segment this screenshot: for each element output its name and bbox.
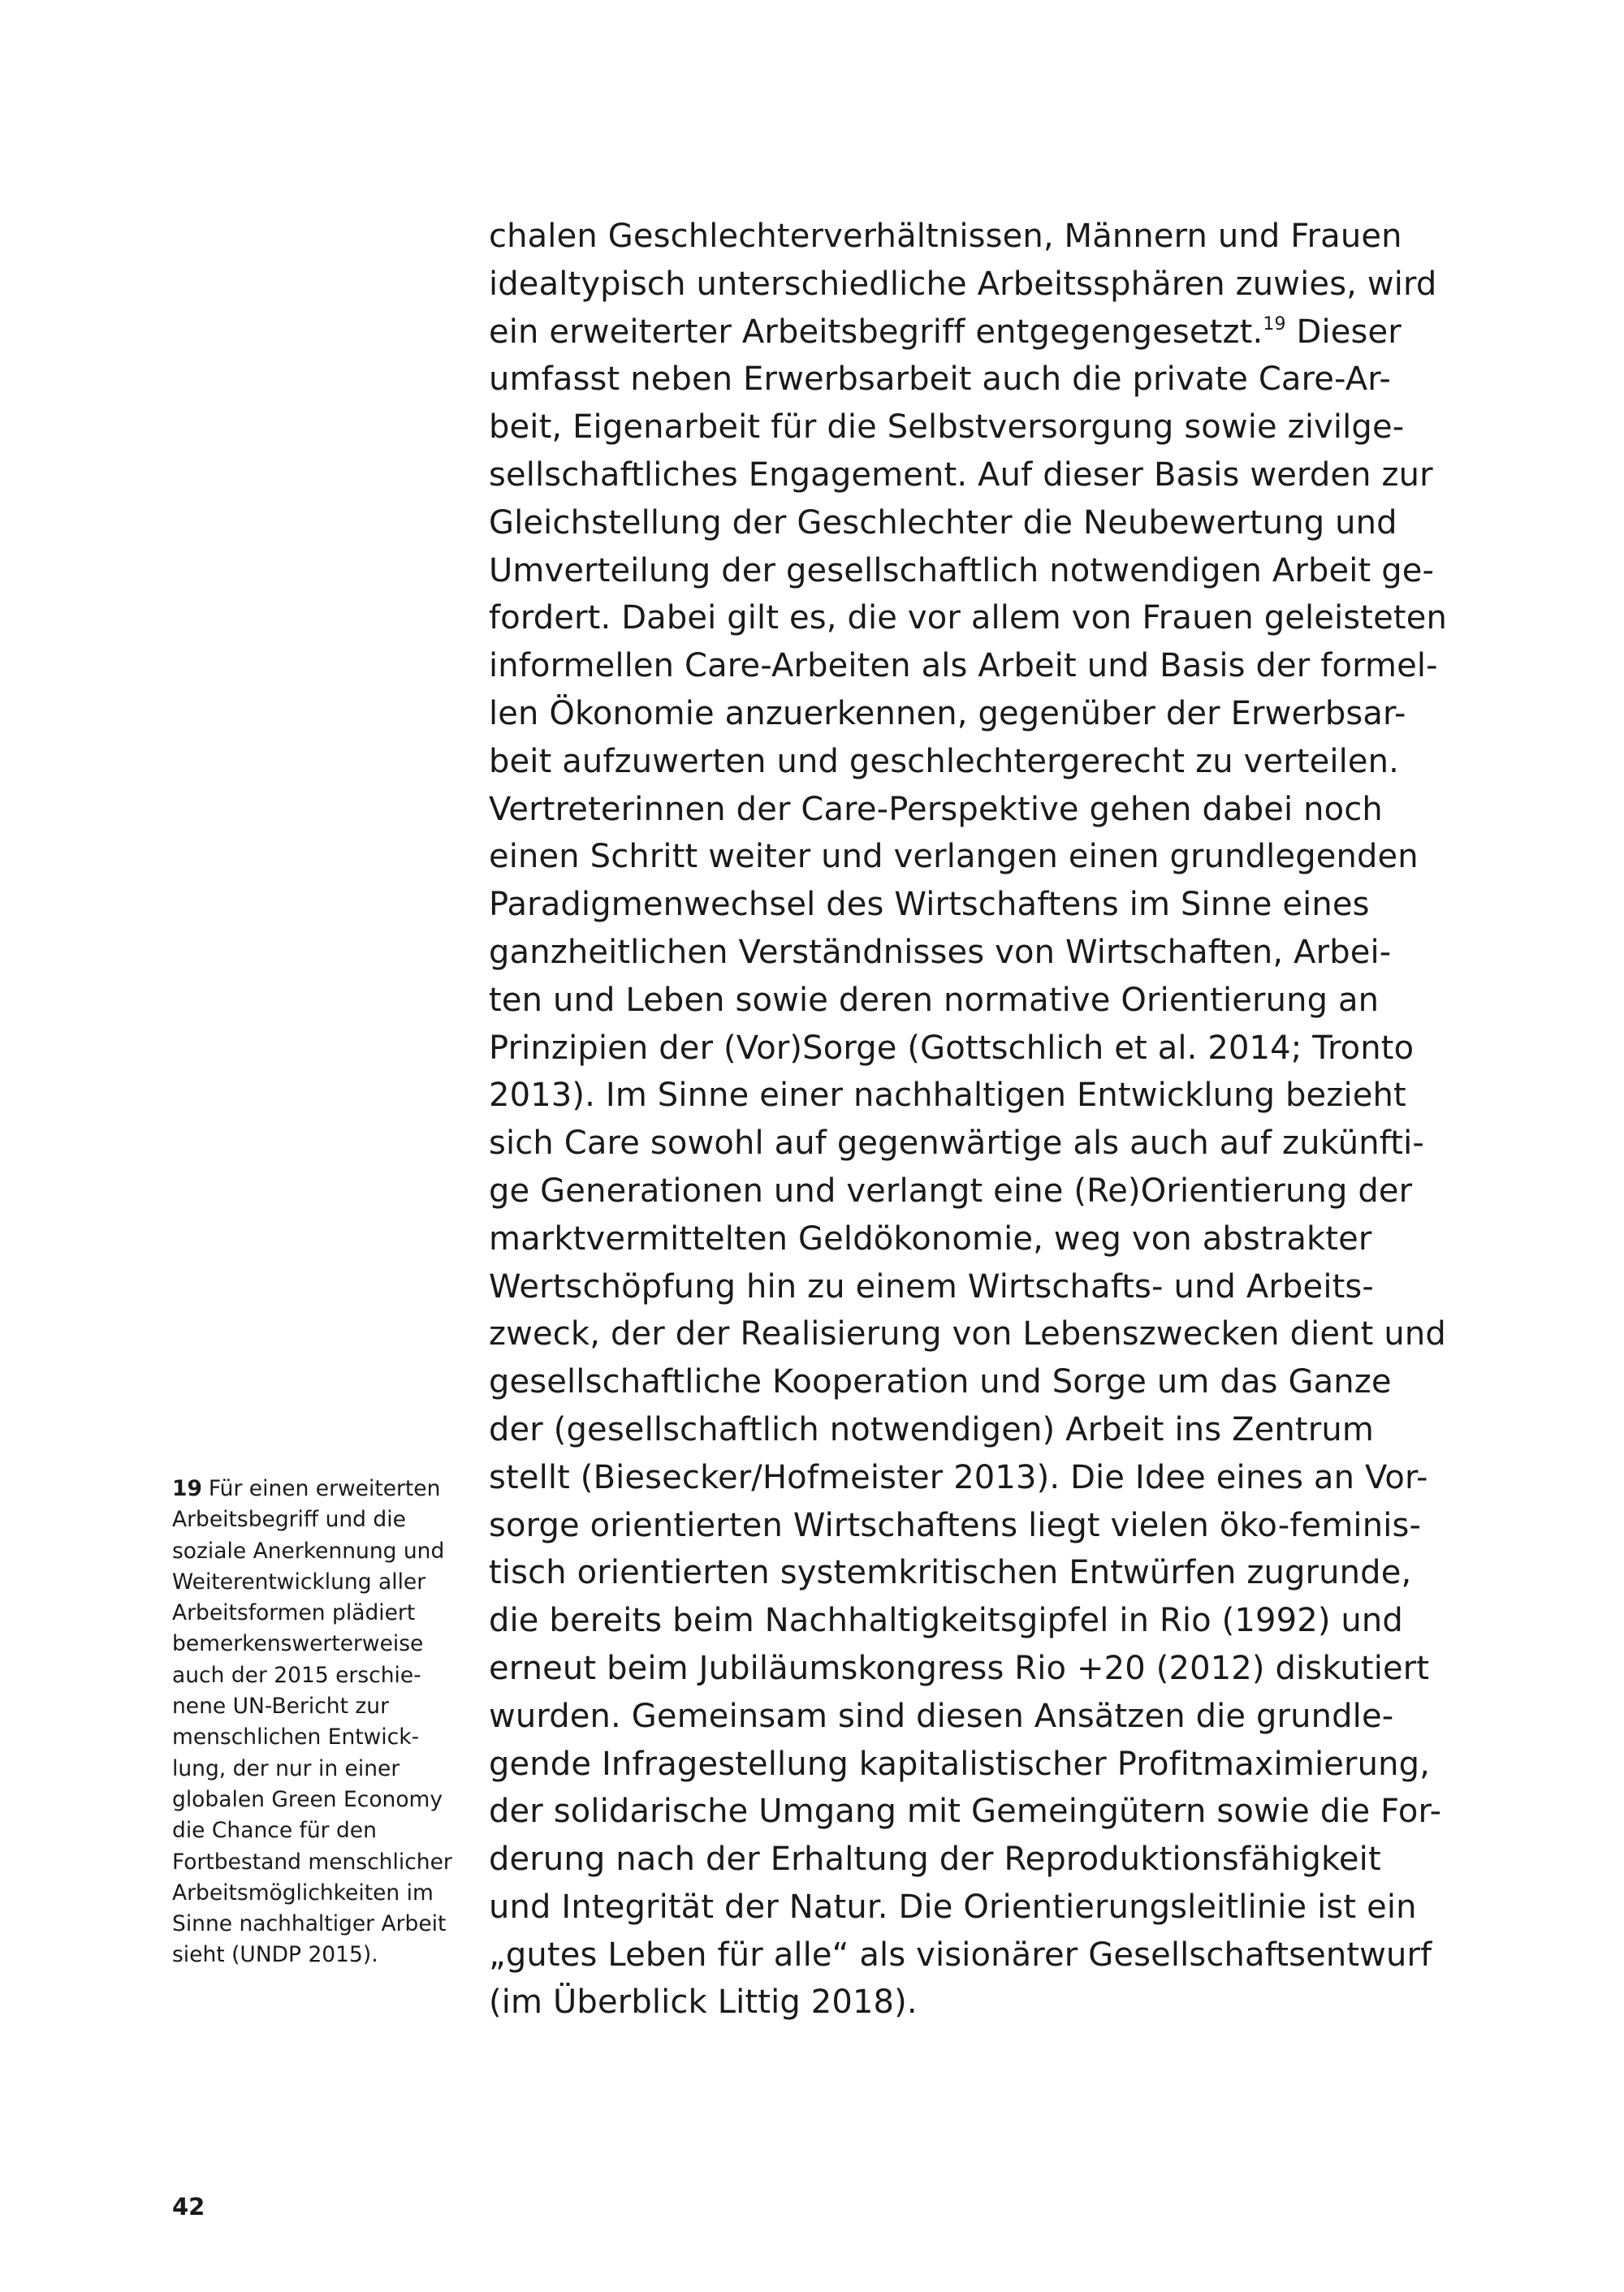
- body-line: „gutes Leben für alle“ als visionärer Gesellschaftsentwurf: [489, 1936, 1432, 1974]
- body-line: sellschaftliches Engagement. Auf dieser Basis werden zur: [489, 455, 1433, 494]
- body-line: gesellschaftliche Kooperation und Sorge um das Ganze: [489, 1363, 1392, 1401]
- body-line: beit aufzuwerten und geschlechtergerecht zu verteilen.: [489, 742, 1400, 780]
- footnote-line: sieht (UNDP 2015).: [172, 1942, 378, 1968]
- page-number: 42: [172, 2193, 205, 2221]
- footnote-line: Weiterentwicklung aller: [172, 1569, 426, 1595]
- body-line: stellt (Biesecker/Hofmeister 2013). Die Idee eines an Vor-: [489, 1458, 1428, 1496]
- footnote-line: nene UN-Bericht zur: [172, 1694, 389, 1720]
- body-line: 2013). Im Sinne einer nachhaltigen Entwicklung bezieht: [489, 1077, 1406, 1115]
- footnote-line: soziale Anerkennung und: [172, 1538, 445, 1564]
- footnote-number: 19: [172, 1476, 202, 1501]
- footnote-line: die Chance für den: [172, 1818, 377, 1844]
- body-line: Wertschöpfung hin zu einem Wirtschafts- und Arbeits-: [489, 1267, 1374, 1306]
- footnote-line: globalen Green Economy: [172, 1786, 443, 1812]
- body-line: ganzheitlichen Verständnisses von Wirtschaften, Arbei-: [489, 933, 1392, 971]
- body-line: die bereits beim Nachhaltigkeitsgipfel in Rio (1992) und: [489, 1602, 1403, 1640]
- body-line: idealtypisch unterschiedliche Arbeitssphären zuwies, wird: [489, 265, 1437, 303]
- body-text: [489, 213, 1447, 2027]
- body-line: sich Care sowohl auf gegenwärtige als auch auf zukünfti-: [489, 1124, 1424, 1163]
- body-line: und Integrität der Natur. Die Orientierungsleitlinie ist ein: [489, 1888, 1417, 1926]
- footnote-line: Fortbestand menschlicher: [172, 1849, 452, 1875]
- body-line: der solidarische Umgang mit Gemeingütern sowie die For-: [489, 1793, 1442, 1831]
- footnote-line: Sinne nachhaltiger Arbeit: [172, 1911, 447, 1937]
- footnote-reference[interactable]: 19: [1263, 313, 1286, 335]
- footnote-line: Arbeitsbegriff und die: [172, 1507, 406, 1533]
- footnote-line: lung, der nur in einer: [172, 1755, 400, 1781]
- footnote-line: menschlichen Entwick-: [172, 1724, 420, 1750]
- footnote-line: Arbeitsformen plädiert: [172, 1600, 416, 1626]
- footnote-line: [172, 1474, 464, 1504]
- footnote-line-text: Für einen erweiterten: [208, 1476, 441, 1501]
- body-line: ten und Leben sowie deren normative Orientierung an: [489, 981, 1380, 1019]
- body-line: Vertreterinnen der Care-Perspektive gehen dabei noch: [489, 790, 1383, 828]
- body-line: beit, Eigenarbeit für die Selbstversorgung sowie zivilge-: [489, 408, 1405, 447]
- body-line: wurden. Gemeinsam sind diesen Ansätzen die grundle-: [489, 1697, 1394, 1735]
- body-line: fordert. Dabei gilt es, die vor allem von Frauen geleisteten: [489, 599, 1447, 637]
- footnote-line: auch der 2015 erschie-: [172, 1662, 421, 1688]
- body-line: derung nach der Erhaltung der Reproduktionsfähigkeit: [489, 1841, 1381, 1879]
- body-line: Paradigmenwechsel des Wirtschaftens im Sinne eines: [489, 886, 1370, 924]
- body-line: chalen Geschlechterverhältnissen, Männern und Frauen: [489, 218, 1402, 255]
- body-line-text: ein erweiterter Arbeitsbegriff entgegengesetzt.: [489, 313, 1263, 351]
- body-line: informellen Care-Arbeiten als Arbeit und Basis der formel-: [489, 647, 1438, 685]
- footnote-line: bemerkenswerterweise: [172, 1631, 424, 1657]
- body-line: Umverteilung der gesellschaftlich notwendigen Arbeit ge-: [489, 551, 1435, 589]
- footnote: [172, 1474, 464, 1971]
- footnote-line: Arbeitsmöglichkeiten im: [172, 1880, 434, 1906]
- body-line: Gleichstellung der Geschlechter die Neubewertung und: [489, 503, 1397, 542]
- body-line: umfasst neben Erwerbsarbeit auch die private Care-Ar-: [489, 360, 1391, 399]
- body-line-text-continued: Dieser: [1285, 313, 1402, 351]
- body-line: (im Überblick Littig 2018).: [489, 1983, 918, 2022]
- body-line: gende Infragestellung kapitalistischer Profitmaximierung,: [489, 1745, 1430, 1783]
- body-line: sorge orientierten Wirtschaftens liegt vielen öko-feminis-: [489, 1506, 1422, 1544]
- body-line: Prinzipien der (Vor)Sorge (Gottschlich et al. 2014; Tronto: [489, 1029, 1415, 1067]
- body-line: einen Schritt weiter und verlangen einen grundlegenden: [489, 838, 1419, 876]
- body-line: marktvermittelten Geldökonomie, weg von abstrakter: [489, 1219, 1372, 1258]
- body-line: ge Generationen und verlangt eine (Re)Orientierung der: [489, 1172, 1413, 1210]
- body-line-with-footnote-ref: [489, 309, 1415, 356]
- body-line: erneut beim Jubiläumskongress Rio +20 (2012) diskutiert: [489, 1649, 1430, 1687]
- body-line: zweck, der der Realisierung von Lebenszwecken dient und: [489, 1315, 1446, 1353]
- body-line: tisch orientierten systemkritischen Entwürfen zugrunde,: [489, 1554, 1412, 1592]
- body-line: der (gesellschaftlich notwendigen) Arbeit ins Zentrum: [489, 1410, 1374, 1448]
- body-line: len Ökonomie anzuerkennen, gegenüber der Erwerbsar-: [489, 694, 1406, 732]
